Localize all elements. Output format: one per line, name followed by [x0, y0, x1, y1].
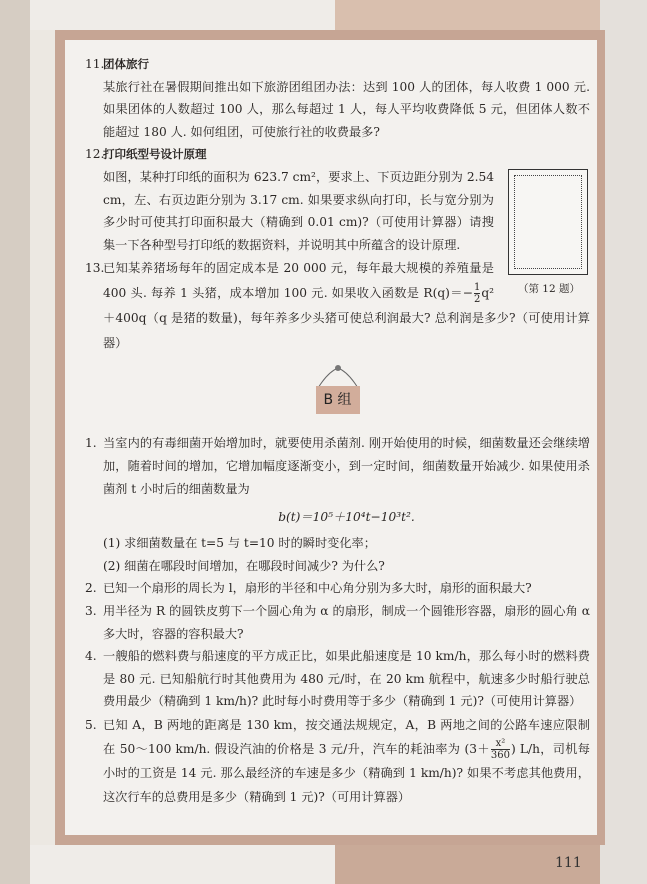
- problem-11: [85, 53, 590, 143]
- section-b-sign: [308, 362, 368, 422]
- page-bottom-margin: [30, 845, 335, 884]
- problem-number: 4.: [85, 649, 97, 664]
- problem-text: 用半径为 R 的圆铁皮剪下一个圆心角为 α 的扇形，制成一个圆锥形容器，扇形的圆心角 α 多大时，容器的容积最大?: [103, 603, 590, 641]
- figure-caption: （第 12 题）: [517, 283, 581, 296]
- fraction: [474, 282, 480, 305]
- problem-12: [85, 143, 590, 256]
- problem-text: 一艘船的燃料费与船速度的平方成正比，如果此船速度是 10 km/h，那么每小时的燃料费是 80 元. 已知船航行时其他费用为 480 元/时，在 20 km 航程中，航速多少时船行驶总费用最少（精确到 1 km/h)? 此时每小时费用等于多少（精确到 1 元)?（可使用计算器）: [103, 649, 590, 709]
- sub-question-1: (1) 求细菌数量在 t=5 与 t=10 时的瞬时变化率；: [103, 536, 376, 551]
- problem-text-continued: ) L/h，司机每小时的工资是 14 元. 那么最经济的车速是多少（精确到 1 km/h)? 如果不考虑其他费用，这次行车的总费用是多少（精确到 1 元)?（可用计算器）: [103, 741, 590, 804]
- fraction-denominator: 2: [473, 294, 481, 306]
- problem-number: 13.: [85, 261, 105, 276]
- problem-text: 某旅行社在暑假期间推出如下旅游团组团办法：达到 100 人的团体，每人收费 1 000 元. 如果团体的人数超过 100 人，那么每超过 1 人，每人平均收费降低 5 元，但团体人数不能超过 180 人. 如何组团，可使旅行社的收费最多?: [103, 79, 590, 139]
- problem-number: 2.: [85, 581, 97, 596]
- problem-text: 当室内的有毒细菌开始增加时，就要使用杀菌剂. 刚开始使用的时候，细菌数量还会继续增加，随着时间的增加，它增加幅度逐渐变小，到一定时间，细菌数量开始减少. 如果使用杀菌剂 t 小时后的细菌数量为: [103, 436, 590, 496]
- problem-title: 团体旅行: [103, 57, 149, 71]
- problem-b4: [85, 645, 590, 713]
- exercise-list: [85, 53, 590, 809]
- problem-text-continued: q²＋400q（q 是猪的数量)，每年养多少头猪可使总利润最大? 总利润是多少?（可使用计算器）: [103, 286, 590, 351]
- formula: b(t)＝10⁵＋10⁴t−10³t².: [278, 510, 415, 525]
- problem-text: 已知某养猪场每年的固定成本是 20 000 元，每年最大规模的养殖量是 400 头. 每养 1 头猪，成本增加 100 元. 如果收入函数是 R(q)＝−: [103, 261, 494, 301]
- fraction-denominator: 360: [490, 749, 510, 761]
- problem-b5: [85, 713, 590, 809]
- section-b-label: B 组: [316, 386, 360, 414]
- page-edge-left: [0, 0, 30, 884]
- problem-b1: [85, 432, 590, 577]
- problem-text: 已知一个扇形的周长为 l，扇形的半径和中心角分别为多大时，扇形的面积最大?: [103, 581, 532, 596]
- fraction: [491, 738, 510, 761]
- page-number: 111: [555, 855, 582, 871]
- page-top-margin: [30, 0, 335, 30]
- problem-b2: [85, 577, 590, 600]
- problem-title: 打印纸型号设计原理: [103, 147, 207, 162]
- page-edge-right: [600, 0, 647, 884]
- problem-number: 5.: [85, 717, 97, 732]
- problem-13: [85, 256, 590, 356]
- problem-b3: [85, 600, 590, 645]
- problem-text: 如图，某种打印纸的面积为 623.7 cm²，要求上、下页边距分别为 2.54 cm，左、右页边距分别为 3.17 cm. 如果要求纵向打印，长与宽分别为多少时可使其打印面积最大（精确到 0.01 cm)?（可使用计算器）请搜集一下各种型号打印纸的数据资料，并说明其中所蕴含的设计原理.: [103, 169, 494, 252]
- problem-number: 1.: [85, 436, 97, 451]
- problem-text: 已知 A，B 两地的距离是 130 km，按交通法规规定，A，B 两地之间的公路车速应限制在 50～100 km/h. 假设汽油的价格是 3 元/升，汽车的耗油率为 (3＋: [103, 717, 590, 756]
- sub-question-2: (2) 细菌在哪段时间增加，在哪段时间减少? 为什么?: [103, 558, 385, 573]
- fraction-numerator: x²: [495, 737, 506, 749]
- problem-number: 11.: [85, 57, 105, 71]
- problem-number: 3.: [85, 603, 97, 618]
- problem-number: 12.: [85, 147, 105, 162]
- fraction-numerator: 1: [473, 282, 481, 294]
- page-top-band: [335, 0, 600, 30]
